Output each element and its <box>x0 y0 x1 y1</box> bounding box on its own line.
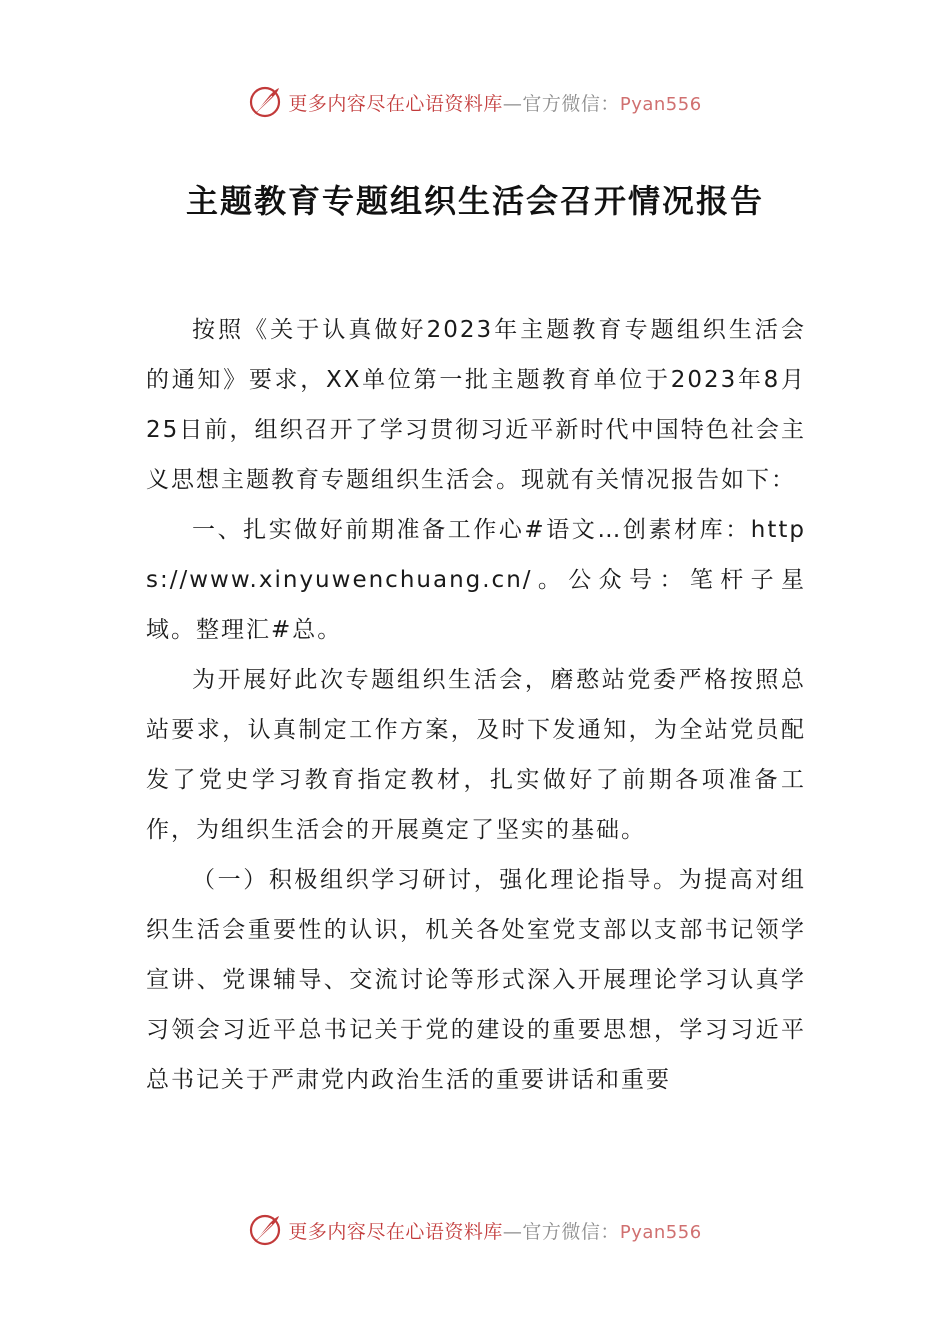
watermark-wechat-id: Pyan556 <box>619 93 702 115</box>
watermark-wechat-id: Pyan556 <box>619 1221 702 1243</box>
document-title: 主题教育专题组织生活会召开情况报告 <box>185 182 764 220</box>
body-paragraph: 按照《关于认真做好2023年主题教育专题组织生活会的通知》要求，XX单位第一批主题教育单位于2023年8月25日前，组织召开了学习贯彻习近平新时代中国特色社会主义思想主题教育专题组织生活会。现就有关情况报告如下： <box>146 317 806 493</box>
watermark-dash-text: —官方微信： <box>502 92 620 115</box>
body-paragraph: 为开展好此次专题组织生活会，磨憨站党委严格按照总站要求，认真制定工作方案，及时下发通知，为全站党员配发了党史学习教育指定教材，扎实做好了前期各项准备工作，为组织生活会的开展奠定了坚实的基础。 <box>146 667 806 843</box>
quill-pen-circle-icon <box>248 1213 282 1247</box>
watermark-red-text: 更多内容尽在心语资料库 <box>288 1220 503 1243</box>
watermark-red-text: 更多内容尽在心语资料库 <box>288 92 503 115</box>
document-body <box>146 305 806 1105</box>
header-watermark <box>0 82 950 122</box>
footer-watermark <box>0 1210 950 1250</box>
section-heading-paragraph: 一、扎实做好前期准备工作心#语文…创素材库：https://www.xinyuwenchuang.cn/。公众号：笔杆子星域。整理汇#总。 <box>146 517 806 643</box>
watermark-text <box>288 89 701 116</box>
watermark-dash-text: —官方微信： <box>502 1220 620 1243</box>
quill-pen-circle-icon <box>248 85 282 119</box>
body-paragraph: （一）积极组织学习研讨，强化理论指导。为提高对组织生活会重要性的认识，机关各处室党支部以支部书记领学宣讲、党课辅导、交流讨论等形式深入开展理论学习认真学习领会习近平总书记关于党的建设的重要思想，学习习近平总书记关于严肃党内政治生活的重要讲话和重要 <box>146 867 806 1093</box>
watermark-text <box>288 1217 701 1244</box>
